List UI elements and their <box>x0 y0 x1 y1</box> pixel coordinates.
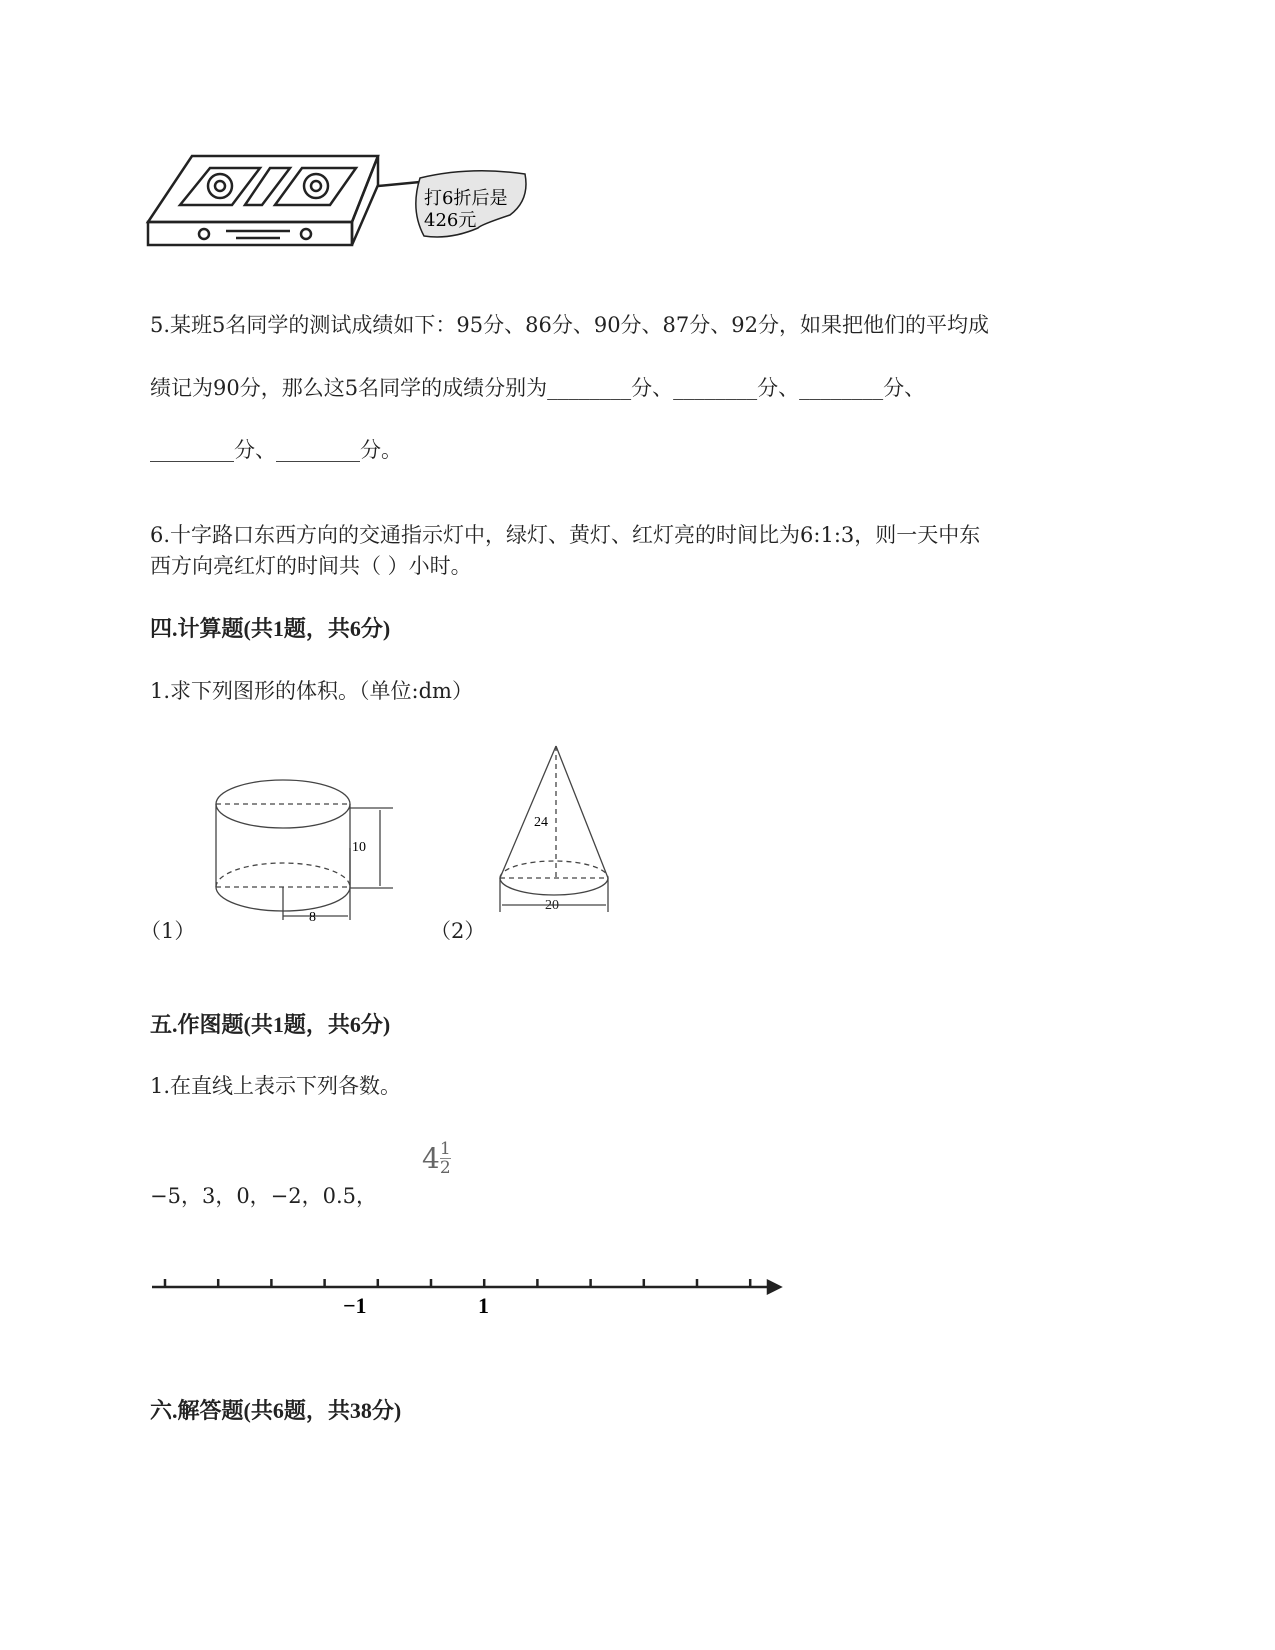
cylinder-height: 10 <box>352 840 366 855</box>
cone-height: 24 <box>534 815 548 830</box>
stove-caption-2: 426元 <box>424 210 477 231</box>
q5-line1: 5.某班5名同学的测试成绩如下：95分、86分、90分、87分、92分，如果把他们的平均成 <box>150 313 990 337</box>
section6-title: 六.解答题(共6题，共38分) <box>150 1398 402 1423</box>
cylinder-radius: 8 <box>309 910 316 925</box>
fig1-label: （1） <box>140 919 196 943</box>
q5-line2: 绩记为90分，那么这5名同学的成绩分别为________分、________分、________分、 <box>150 376 926 400</box>
fig2-label: （2） <box>430 919 486 943</box>
section5-q1: 1.在直线上表示下列各数。 <box>150 1074 402 1098</box>
mixed-number <box>422 1140 451 1177</box>
q6-line1: 6.十字路口东西方向的交通指示灯中，绿灯、黄灯、红灯亮的时间比为6:1:3，则一天中东 <box>150 523 981 547</box>
mixed-whole: 4 <box>422 1142 440 1175</box>
numbers-list: −5，3，0，−2，0.5， <box>150 1184 378 1208</box>
mixed-den: 2 <box>439 1158 451 1178</box>
axis-label-1: 1 <box>478 1293 489 1318</box>
section5-title: 五.作图题(共1题，共6分) <box>150 1012 391 1037</box>
cone-diameter: 20 <box>545 898 559 913</box>
mixed-num: 1 <box>439 1139 451 1159</box>
q6-line2: 西方向亮红灯的时间共（ ）小时。 <box>150 554 472 578</box>
section4-title: 四.计算题(共1题，共6分) <box>150 616 391 641</box>
number-line <box>152 1279 780 1293</box>
axis-label-neg1: −1 <box>343 1293 367 1318</box>
stove-caption-1: 打6折后是 <box>424 188 508 209</box>
cylinder-figure <box>216 780 393 920</box>
q5-line3: ________分、________分。 <box>150 438 402 462</box>
cone-figure <box>500 746 608 912</box>
section4-q1: 1.求下列图形的体积。（单位:dm） <box>150 679 473 703</box>
